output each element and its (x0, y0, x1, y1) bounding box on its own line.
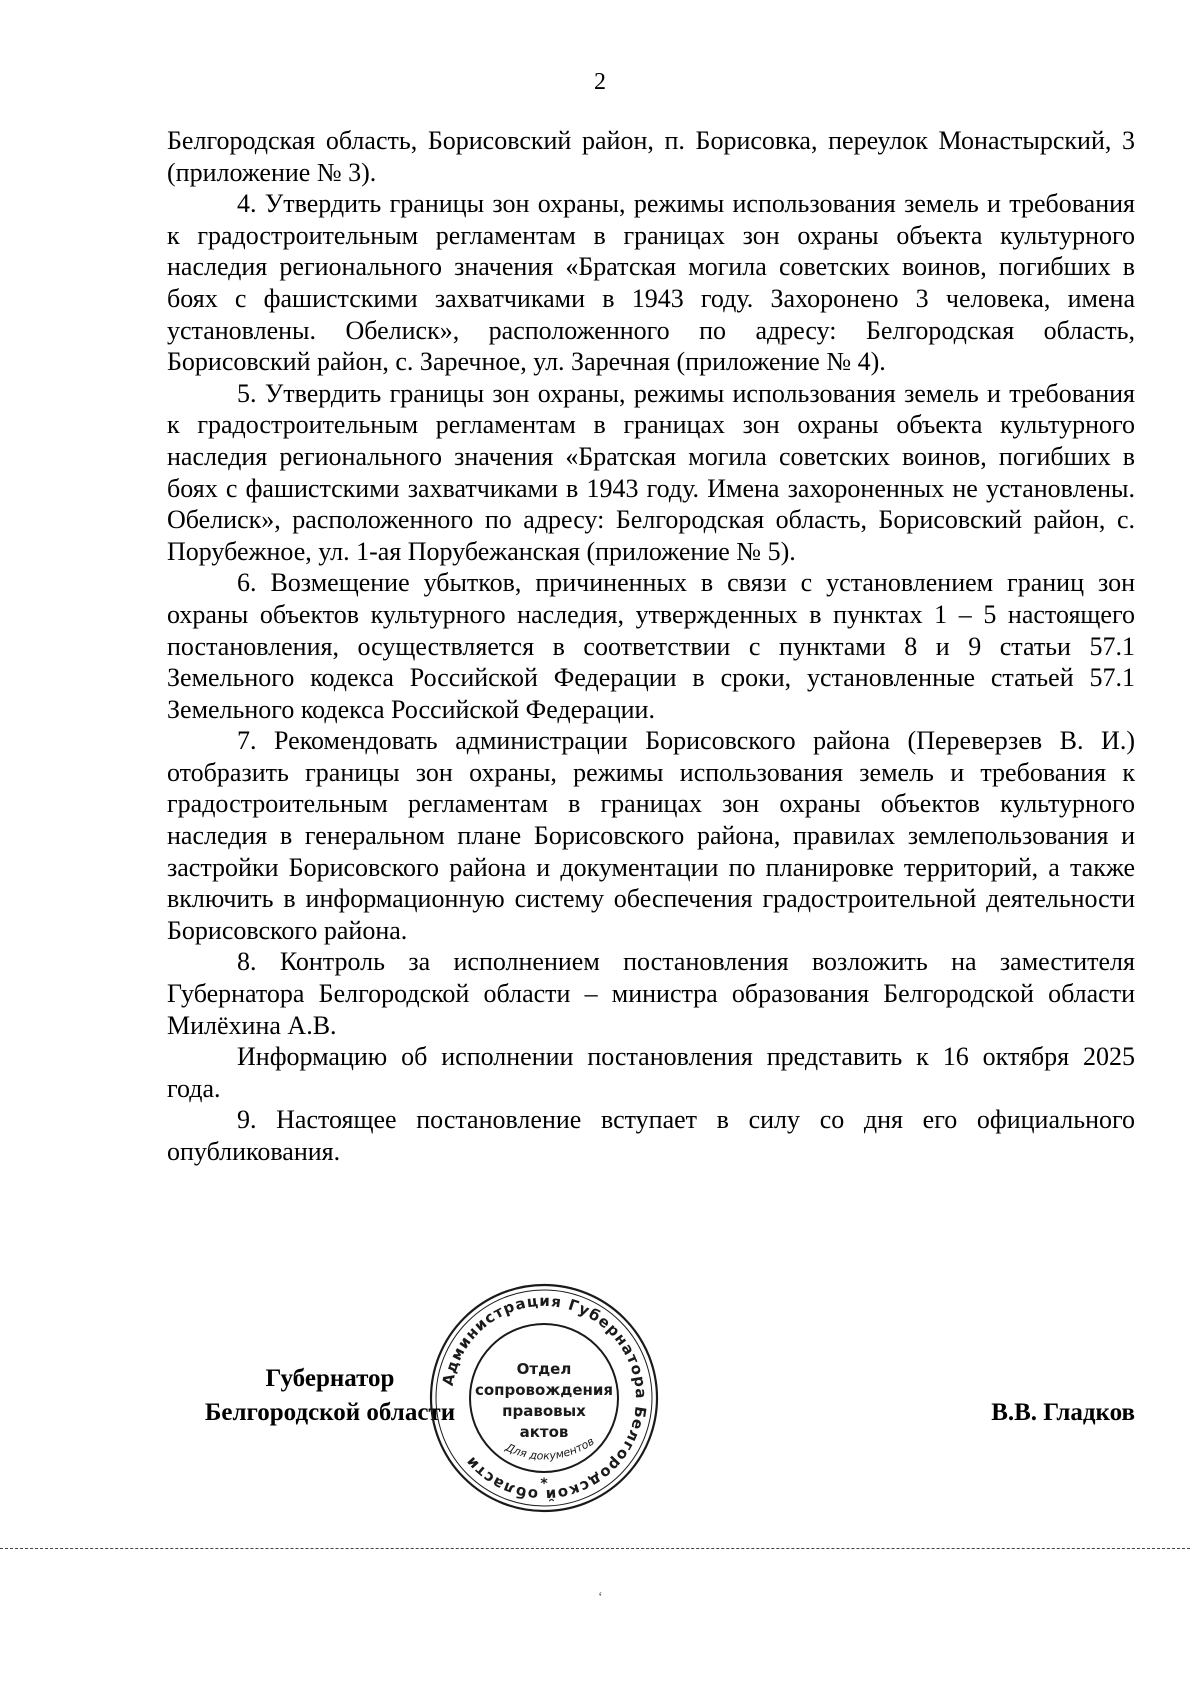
stamp-center-line-4: актов (519, 1423, 569, 1441)
document-body (167, 125, 1135, 1168)
stamp-star: * (540, 1476, 548, 1492)
paragraph-item-9: 9. Настоящее постановление вступает в силу со дня его официального опубликования. (167, 1105, 1135, 1166)
paragraph-item-7: 7. Рекомендовать администрации Борисовского района (Переверзев В. И.) отобразить границы зон охраны, режимы использования земель и требования к градостроительным регламентам в границах зон охраны объектов культурного наследия в генеральном плане Борисовского района, правилах землепользования и застройки Борисовского района и документации по планировке территорий, а также включить в информационную систему обеспечения градостроительной деятельности Борисовского района. (167, 726, 1135, 945)
signatory-position-line-1: Губернатор (265, 1365, 395, 1392)
stamp-center-line-3: правовых (502, 1402, 586, 1420)
scan-speck: ʻ (598, 1590, 603, 1605)
page-number: 2 (594, 69, 606, 95)
paragraph-item-8: 8. Контроль за исполнением постановления возложить на заместителя Губернатора Белгородской области – министра образования Белгородской области Милёхина А.В. (167, 947, 1135, 1040)
paragraph-address-continuation: Белгородская область, Борисовский район, п. Борисовка, переулок Монастырский, 3 (приложение № 3). (167, 126, 1135, 187)
stamp-center-line-1: Отдел (516, 1360, 572, 1378)
paragraph-item-5: 5. Утвердить границы зон охраны, режимы использования земель и требования к градостроительным регламентам в границах зон охраны объекта культурного наследия регионального значения «Братская могила советских воинов, погибших в боях с фашистскими захватчиками в 1943 году. Имена захороненных не установлены. Обелиск», расположенного по адресу: Белгородская область, Борисовский район, с. Порубежное, ул. 1-ая Порубежанская (приложение № 5). (167, 378, 1135, 566)
stamp-center-line-2: сопровождения (474, 1381, 614, 1399)
paragraph-item-6: 6. Возмещение убытков, причиненных в связи с установлением границ зон охраны объектов культурного наследия, утвержденных в пунктах 1 – 5 настоящего постановления, осуществляется в соответствии с пунктами 8 и 9 статьи 57.1 Земельного кодекса Российской Федерации в сроки, установленные статьей 57.1 Земельного кодекса Российской Федерации. (167, 568, 1135, 724)
signatory-name: В.В. Гладков (991, 1399, 1135, 1426)
paragraph-item-4: 4. Утвердить границы зон охраны, режимы использования земель и требования к градостроительным регламентам в границах зон охраны объекта культурного наследия регионального значения «Братская могила советских воинов, погибших в боях с фашистскими захватчиками в 1943 году. Захоронено 3 человека, имена установлены. Обелиск», расположенного по адресу: Белгородская область, Борисовский район, с. Заречное, ул. Заречная (приложение № 4). (167, 189, 1135, 377)
signatory-position-line-2: Белгородской области (204, 1399, 456, 1426)
stamp-ring-text: Администрация Губернатора Белгородской области (438, 1291, 651, 1505)
paragraph-report-deadline: Информацию об исполнении постановления представить к 16 октября 2025 года. (167, 1042, 1135, 1103)
official-stamp (428, 1282, 660, 1514)
stamp-bottom-text: Для документов (503, 1434, 597, 1463)
page-bottom-rule (0, 1548, 1190, 1549)
